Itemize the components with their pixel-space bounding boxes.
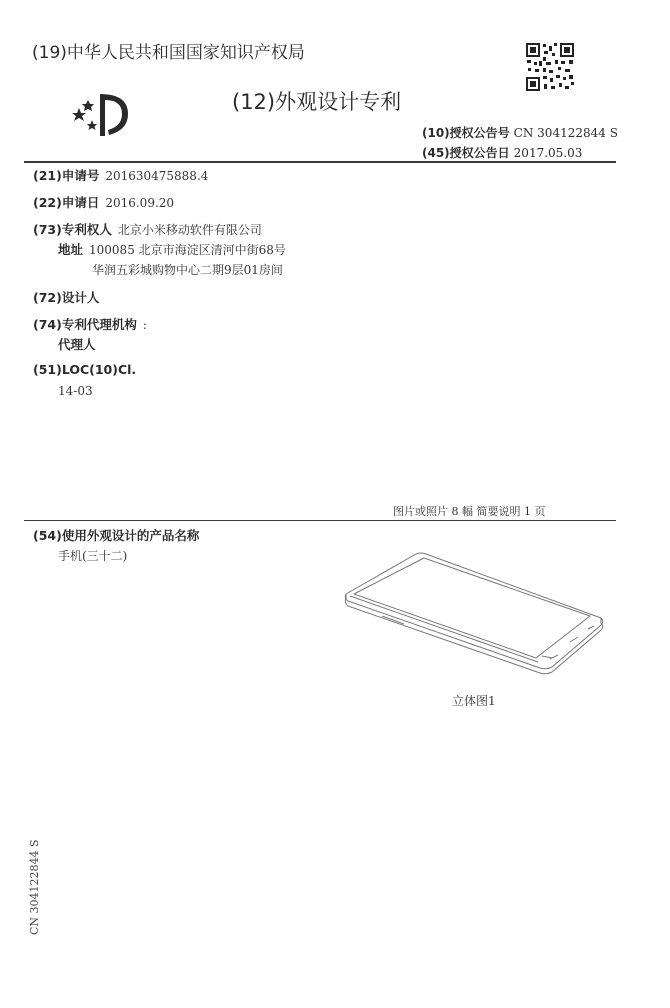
loc-classification-value: 14-03: [58, 384, 93, 398]
application-number: 201630475888.4: [105, 169, 209, 183]
agent-row: [58, 335, 102, 353]
product-name-row: [33, 526, 205, 544]
publication-date-row: [422, 144, 582, 161]
designer-row: [33, 288, 105, 306]
office-name: (19)中华人民共和国国家知识产权局: [32, 43, 305, 63]
product-name: 手机(三十二): [58, 549, 128, 563]
loc-classification-row: [33, 362, 142, 377]
agency-row: [33, 315, 147, 333]
application-number-row: [33, 166, 208, 184]
qr-code: [525, 42, 575, 92]
address-line-2: 华润五彩城购物中心二期9层01房间: [92, 263, 283, 277]
agency-value: :: [142, 318, 147, 332]
application-number-label: (21)申请号: [33, 168, 100, 183]
header-divider: [24, 161, 616, 163]
figure-caption: 立体图1: [452, 694, 496, 708]
publication-number-row: [422, 124, 618, 141]
patentee-label: (73)专利权人: [33, 222, 112, 237]
address-line-1: 100085 北京市海淀区清河中街68号: [89, 243, 286, 257]
address-label: 地址: [58, 242, 84, 257]
publication-date-label: (45)授权公告日: [422, 146, 510, 160]
agency-label: (74)专利代理机构: [33, 317, 137, 332]
publication-date: 2017.05.03: [513, 146, 583, 160]
side-publication-code: CN 304122844 S: [28, 839, 41, 935]
filing-date-label: (22)申请日: [33, 195, 100, 210]
patentee-name: 北京小米移动软件有限公司: [117, 223, 262, 237]
filing-date: 2016.09.20: [105, 196, 175, 210]
address-row: [58, 240, 286, 258]
publication-number-label: (10)授权公告号: [422, 126, 510, 140]
filing-date-row: [33, 193, 174, 211]
product-name-label: (54)使用外观设计的产品名称: [33, 528, 200, 543]
summary-divider: [24, 520, 616, 521]
publication-number: CN 304122844 S: [513, 126, 618, 140]
cnipa-logo: [66, 86, 138, 138]
agent-label: 代理人: [58, 337, 96, 352]
figure-summary: 图片或照片 8 幅 简要说明 1 页: [393, 505, 546, 518]
loc-classification-label: (51)LOC(10)Cl.: [33, 362, 137, 377]
designer-label: (72)设计人: [33, 290, 100, 305]
document-type: (12)外观设计专利: [232, 90, 402, 114]
phone-perspective-drawing: [338, 546, 614, 680]
patentee-row: [33, 220, 262, 238]
